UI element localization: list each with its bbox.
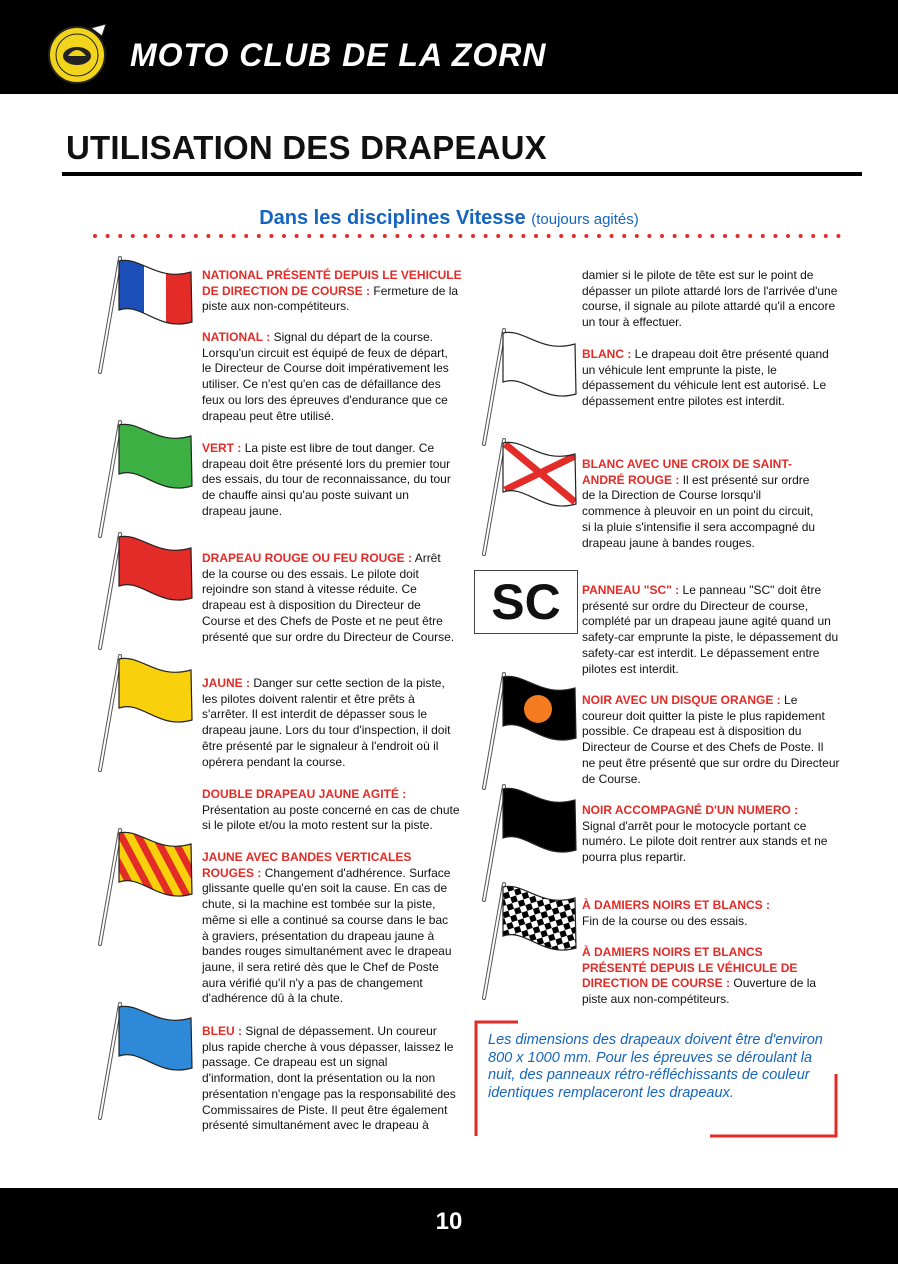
entry-text: Le drapeau doit être présenté quand un véhicule lent emprunte la piste, le dépassement du véhicule lent est autorisé. Le dépassement entre pilotes est interdit. — [582, 347, 829, 409]
entry-black-number — [582, 803, 834, 866]
entry-blue — [202, 1024, 456, 1134]
entry-black-orange — [582, 693, 840, 787]
subtitle-main: Dans les disciplines Vitesse — [259, 207, 526, 229]
entry-checkered — [582, 898, 842, 929]
subtitle-note: (toujours agités) — [531, 211, 639, 228]
entry-text: Présentation au poste concerné en cas de chute si le pilote et/ou la moto restent sur la piste. — [202, 802, 460, 833]
entry-title: NATIONAL PRÉSENTÉ DEPUIS LE VEHICULE DE DIRECTION DE COURSE : — [202, 268, 462, 298]
entry-text: Fin de la course ou des essais. — [582, 913, 748, 928]
entry-title: BLANC : — [582, 347, 632, 361]
entry-text: Il est présenté sur ordre de la Direction de Course lorsqu'il commence à pleuvoir en un point du circuit, si la pluie s'intensifie il sera accompagné du drapeau jaune à bandes rouges. — [582, 472, 816, 550]
entry-title: BLEU : — [202, 1024, 242, 1038]
club-logo — [46, 22, 112, 84]
entry-text: Signal d'arrêt pour le motocycle portant ce numéro. Le pilote doit rentrer aux stands et ne pourra plus repartir. — [582, 818, 828, 865]
entry-title: DOUBLE DRAPEAU JAUNE AGITÉ : — [202, 787, 407, 801]
flag-white-red-cross-icon — [480, 438, 580, 556]
entry-sc-panel — [582, 583, 840, 677]
entry-checkered-vehicle — [582, 945, 822, 1008]
entry-title: NOIR ACCOMPAGNÉ D'UN NUMERO : — [582, 803, 799, 817]
entry-text: damier si le pilote de tête est sur le point de dépasser un pilote attardé lors de l'arrivée d'une course, il signale au pilote attardé qu'il a encore un tour à effectuer. — [582, 268, 838, 330]
flag-white-icon — [480, 328, 580, 446]
flag-checkered-icon — [480, 882, 580, 1000]
entry-national — [202, 330, 452, 424]
flag-blue-icon — [96, 1002, 196, 1120]
entry-national-vehicle — [202, 268, 464, 315]
entry-green — [202, 441, 456, 520]
page-number: 10 — [435, 1208, 463, 1235]
entry-title: À DAMIERS NOIRS ET BLANCS PRÉSENTÉ DEPUIS LE VÉHICULE DE DIRECTION DE COURSE : — [582, 945, 798, 991]
flag-yellow-red-stripes-icon — [96, 828, 196, 946]
dimensions-note: Les dimensions des drapeaux doivent être d'environ 800 x 1000 mm. Pour les épreuves se déroulant la nuit, des panneaux rétro-réfléchissants de couleur identiques remplaceront les drapeaux. — [488, 1032, 823, 1101]
entry-double-yellow — [202, 787, 464, 834]
entry-text: Arrêt de la course ou des essais. Le pilote doit rejoindre son stand à vitesse réduite. Ce drapeau est à disposition du Directeur de Course et des Chefs de Poste et ne peut être présenté que sur ordre du Directeur de Course. — [202, 551, 455, 644]
title-divider — [62, 172, 862, 176]
entry-text: Le coureur doit quitter la piste le plus rapidement possible. Ce drapeau est à disposition du Directeur de Course et des Chefs de Poste. Il ne peut être présenté que sur ordre du Directeur de Course. — [582, 693, 840, 786]
sc-panel: SC — [474, 570, 578, 634]
entry-title: JAUNE : — [202, 676, 251, 690]
flag-france-icon — [96, 256, 196, 374]
club-name: MOTO CLUB DE LA ZORN — [130, 37, 547, 73]
entry-title: À DAMIERS NOIRS ET BLANCS : — [582, 898, 771, 912]
entry-text: Signal du départ de la course. Lorsqu'un circuit est équipé de feux de départ, le Directeur de Course doit impérativement les utiliser. Ce n'est qu'en cas de défaillance des feux ou lors des épreuves d'endurance que ce drapeau peut être utilisé. — [202, 330, 449, 423]
flag-green-icon — [96, 420, 196, 538]
flag-yellow-icon — [96, 654, 196, 772]
entry-text: Fermeture de la piste aux non-compétiteurs. — [202, 283, 459, 314]
entry-text: Changement d'adhérence. Surface glissante quelle qu'en soit la cause. En cas de chute, si la machine est tombée sur la piste, même si elle a continué sa course dans le bac à graviers, présentation du drapeau jaune à bandes rouges simultanément avec le drapeau jaune, il sera retiré dès que le Chef de Poste aura vérifié qu'il n'y a pas de changement d'adhérence dû à la chute. — [202, 865, 452, 1006]
entry-white — [582, 347, 836, 410]
entry-red — [202, 551, 456, 645]
entry-title: DRAPEAU ROUGE OU FEU ROUGE : — [202, 551, 413, 565]
section-subtitle — [0, 206, 898, 232]
entry-title: JAUNE AVEC BANDES VERTICALES ROUGES : — [202, 850, 412, 880]
entry-yellow — [202, 676, 454, 770]
flag-red-icon — [96, 532, 196, 650]
page-title: UTILISATION DES DRAPEAUX — [66, 129, 547, 166]
entry-title: PANNEAU "SC" : — [582, 583, 680, 597]
entry-text: Signal de dépassement. Un coureur plus rapide cherche à vous dépasser, laissez le passage. Ce drapeau est un signal d'information, dont la présentation ou la non présentation n'engage pas la responsabilité des Commissaires de Piste. Il peut être également présenté simultanément avec le drapeau à — [202, 1024, 456, 1133]
entry-white-cross — [582, 457, 818, 551]
entry-yellow-red-stripes — [202, 850, 452, 1007]
page-header — [0, 0, 898, 94]
entry-title: NATIONAL : — [202, 330, 271, 344]
entry-text: La piste est libre de tout danger. Ce drapeau doit être présenté lors du premier tour des essais, du tour de reconnaissance, du tour de chauffe ainsi qu'au poste suivant un drapeau jaune. — [202, 441, 451, 518]
dotted-divider — [92, 232, 844, 240]
entry-text: Ouverture de la piste aux non-compétiteurs. — [582, 976, 817, 1007]
entry-text: Le panneau "SC" doit être présenté sur ordre du Directeur de course, complété par un drapeau jaune agité quand un safety-car emprunte la piste, le dépassement du safety-car est interdit. Le dépassement entre pilotes est interdit. — [582, 583, 839, 676]
entry-blue-continued — [582, 268, 842, 331]
entry-title: NOIR AVEC UN DISQUE ORANGE : — [582, 693, 781, 707]
entry-text: Danger sur cette section de la piste, les pilotes doivent ralentir et être prêts à s'arrêter. Il est interdit de dépasser sous le drapeau jaune. Lors du tour d'inspection, il doit être présenté par le signaleur à l'endroit où il opérera pendant la course. — [202, 676, 451, 769]
flag-black-orange-disc-icon — [480, 672, 580, 790]
entry-title: BLANC AVEC UNE CROIX DE SAINT-ANDRÉ ROUGE : — [582, 457, 793, 487]
entry-title: VERT : — [202, 441, 242, 455]
